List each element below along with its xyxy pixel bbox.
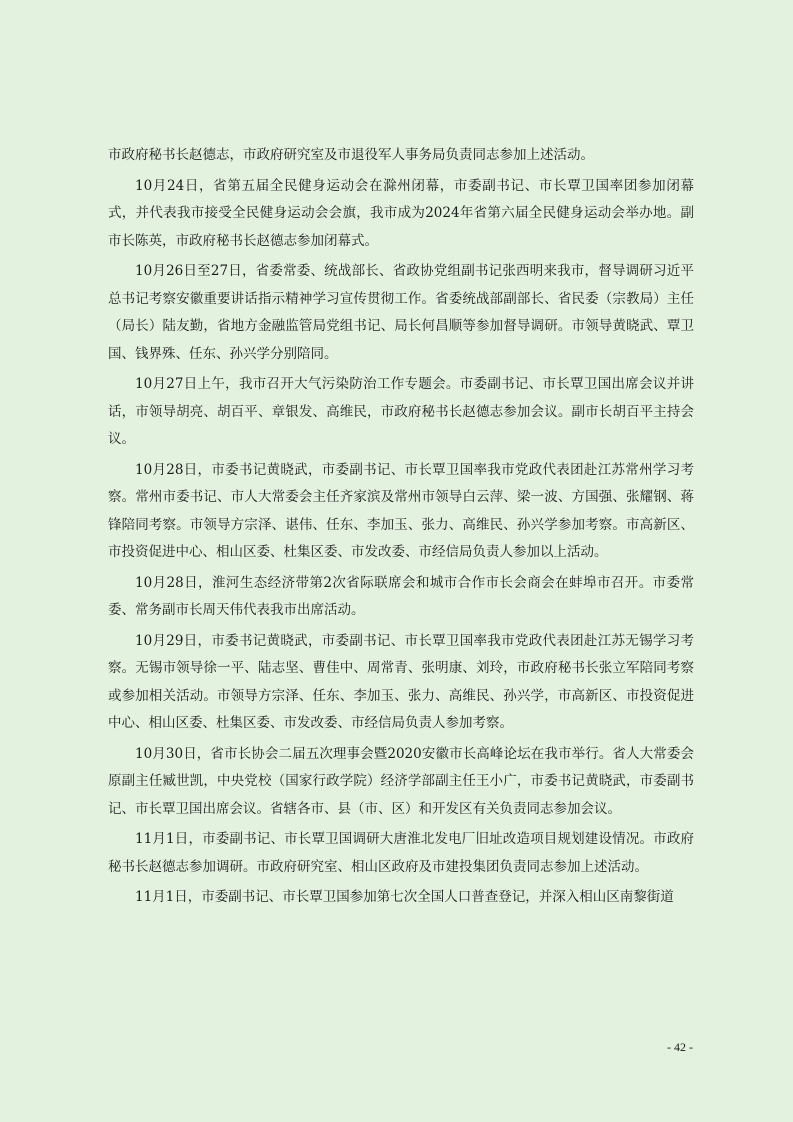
paragraph-1: 市政府秘书长赵德志，市政府研究室及市退役军人事务局负责同志参加上述活动。 [108, 147, 594, 163]
paragraph-2: 10月24日，省第五届全民健身运动会在滁州闭幕，市委副书记、市长覃卫国率团参加闭幕式，并代表我市接受全民健身运动会会旗，我市成为2024年省第六届全民健身运动会举办地。副市长陈英，市政府秘书长赵德志参加闭幕式。 [108, 177, 694, 249]
paragraph-3: 10月26日至27日，省委常委、统战部长、省政协党组副书记张西明来我市，督导调研习近平总书记考察安徽重要讲话指示精神学习宣传贯彻工作。省委统战部副部长、省民委（宗教局）主任（局长）陆友勤，省地方金融监管局党组书记、局长何昌顺等参加督导调研。市领导黄晓武、覃卫国、钱界殊、任东、孙兴学分别陪同。 [108, 263, 694, 362]
paragraph-9: 11月1日，市委副书记、市长覃卫国调研大唐淮北发电厂旧址改造项目规划建设情况。市政府秘书长赵德志参加调研。市政府研究室、相山区政府及市建投集团负责同志参加上述活动。 [108, 831, 694, 875]
document-body [108, 142, 694, 912]
paragraph-4: 10月27日上午，我市召开大气污染防治工作专题会。市委副书记、市长覃卫国出席会议并讲话，市领导胡亮、胡百平、章银发、高维民，市政府秘书长赵德志参加会议。副市长胡百平主持会议。 [108, 376, 694, 447]
paragraph-7: 10月29日，市委书记黄晓武，市委副书记、市长覃卫国率我市党政代表团赴江苏无锡学习考察。无锡市领导徐一平、陆志坚、曹佳中、周常青、张明康、刘玲，市政府秘书长张立军陪同考察或参加相关活动。市领导方宗泽、任东、李加玉、张力、高维民、孙兴学，市高新区、市投资促进中心、相山区委、杜集区委、市发改委、市经信局负责人参加考察。 [108, 632, 694, 731]
page-number: - 42 - [667, 1040, 693, 1054]
paragraph-8: 10月30日，省市长协会二届五次理事会暨2020安徽市长高峰论坛在我市举行。省人大常委会原副主任臧世凯，中央党校（国家行政学院）经济学部副主任王小广，市委书记黄晓武，市委副书记、市长覃卫国出席会议。省辖各市、县（市、区）和开发区有关负责同志参加会议。 [108, 745, 694, 817]
paragraph-6: 10月28日，淮河生态经济带第2次省际联席会和城市合作市长会商会在蚌埠市召开。市委常委、常务副市长周天伟代表我市出席活动。 [108, 574, 694, 618]
paragraph-5: 10月28日，市委书记黄晓武，市委副书记、市长覃卫国率我市党政代表团赴江苏常州学习考察。常州市委书记、市人大常委会主任齐家滨及常州市领导白云萍、梁一波、方国强、张耀钢、蒋锋陪同考察。市领导方宗泽、谌伟、任东、李加玉、张力、高维民、孙兴学参加考察。市高新区、市投资促进中心、相山区委、杜集区委、市发改委、市经信局负责人参加以上活动。 [108, 461, 694, 560]
paragraph-10: 11月1日，市委副书记、市长覃卫国参加第七次全国人口普查登记，并深入相山区南黎街道 [135, 889, 674, 905]
